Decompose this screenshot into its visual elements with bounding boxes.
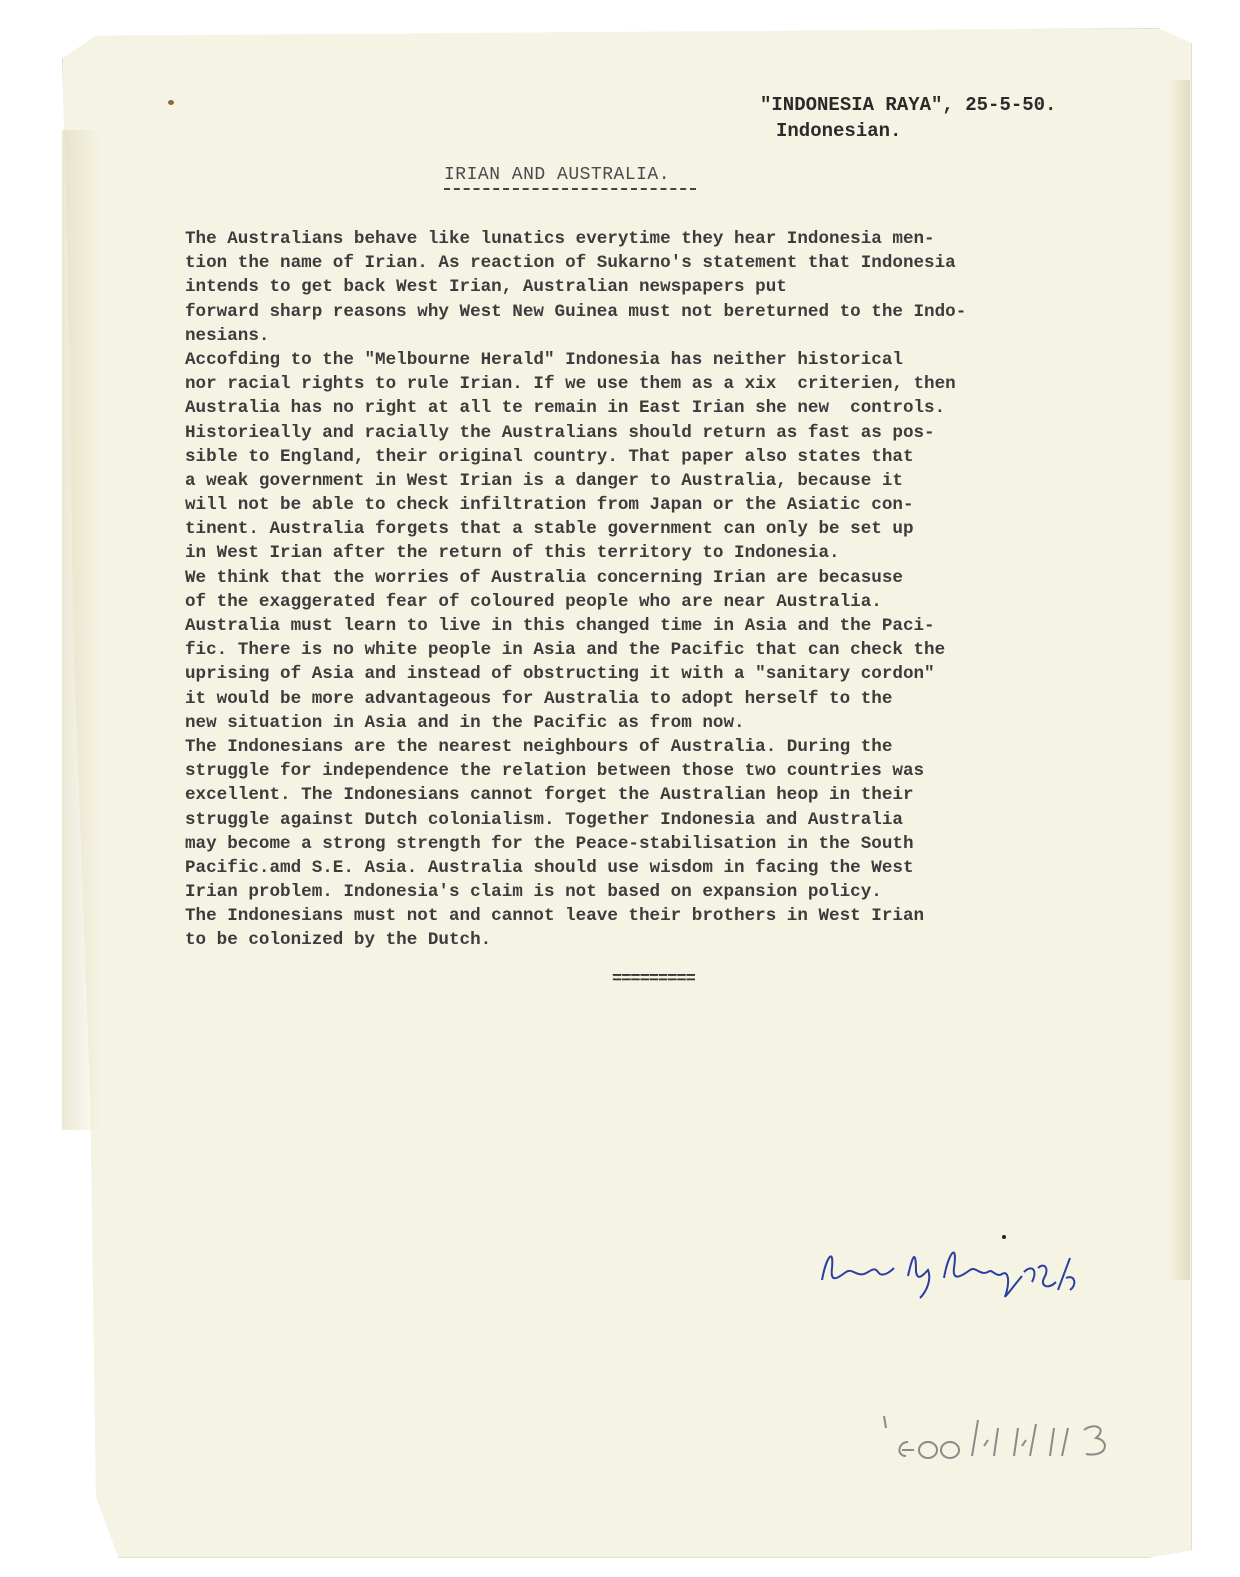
body-line: The Indonesians are the nearest neighbours of Australia. During the [185, 736, 893, 757]
body-line: Australia must learn to live in this changed time in Asia and the Paci- [185, 616, 935, 636]
body-line: struggle against Dutch colonialism. Together Indonesia and Australia [185, 809, 903, 830]
body-line: a weak government in West Irian is a danger to Australia, because it [185, 470, 903, 491]
body-line: new situation in Asia and in the Pacific as from now. [185, 712, 745, 733]
body-line: forward sharp reasons why West New Guinea must not bereturned to the Indo- [185, 301, 967, 322]
body-line: Australia has no right at all te remain in East Irian she new controls. [185, 398, 946, 419]
source-line: "INDONESIA RAYA", 25-5-50. [760, 94, 1057, 116]
tape-strip-right [1168, 80, 1190, 1280]
tape-strip-left [62, 130, 98, 1130]
body-line: nesians. [185, 325, 270, 346]
body-line: tinent. Australia forgets that a stable government can only be set up [185, 519, 914, 540]
body-line: We think that the worries of Australia concerning Irian are becasuse [185, 567, 903, 588]
body-line: fic. There is no white people in Asia and the Pacific that can check the [185, 640, 946, 661]
body-line: of the exaggerated fear of coloured people who are near Australia. [185, 591, 882, 612]
body-line: will not be able to check infiltration from Japan or the Asiatic con- [185, 495, 914, 516]
handwritten-signature [812, 1228, 1082, 1308]
language-line: Indonesian. [776, 120, 902, 142]
body-line: Pacific.amd S.E. Asia. Australia should use wisdom in facing the West [185, 857, 914, 878]
title-underline [444, 188, 696, 190]
body-line: to be colonized by the Dutch. [185, 930, 492, 951]
document-title: IRIAN AND AUSTRALIA. [444, 165, 671, 185]
body-line: nor racial rights to rule Irian. If we use them as a xix criterien, then [185, 374, 956, 395]
body-line: The Australians behave like lunatics everytime they hear Indonesia men- [185, 229, 935, 249]
body-line: struggle for independence the relation between those two countries was [185, 761, 925, 782]
body-line: The Indonesians must not and cannot leave their brothers in West Irian [185, 906, 925, 927]
paper-speck [168, 100, 174, 105]
body-line: intends to get back West Irian, Australian newspapers put [185, 277, 787, 298]
body-line: sible to England, their original country. That paper also states that [185, 446, 914, 467]
handwritten-reference-number [872, 1410, 1152, 1470]
body-line: in West Irian after the return of this territory to Indonesia. [185, 543, 840, 564]
body-line: Historieally and racially the Australians should return as fast as pos- [185, 422, 935, 443]
body-text [185, 227, 1160, 953]
body-line: Accofding to the "Melbourne Herald" Indonesia has neither historical [185, 349, 903, 370]
body-line: Irian problem. Indonesia's claim is not based on expansion policy. [185, 882, 882, 903]
body-line: tion the name of Irian. As reaction of Sukarno's statement that Indonesia [185, 253, 956, 274]
body-line: it would be more advantageous for Australia to adopt herself to the [185, 688, 893, 709]
end-separator: ========= [612, 970, 695, 989]
source-header [760, 92, 1120, 144]
body-line: excellent. The Indonesians cannot forget the Australian heop in their [185, 785, 914, 806]
body-line: may become a strong strength for the Peace-stabilisation in the South [185, 833, 914, 854]
body-line: uprising of Asia and instead of obstructing it with a "sanitary cordon" [185, 664, 935, 685]
